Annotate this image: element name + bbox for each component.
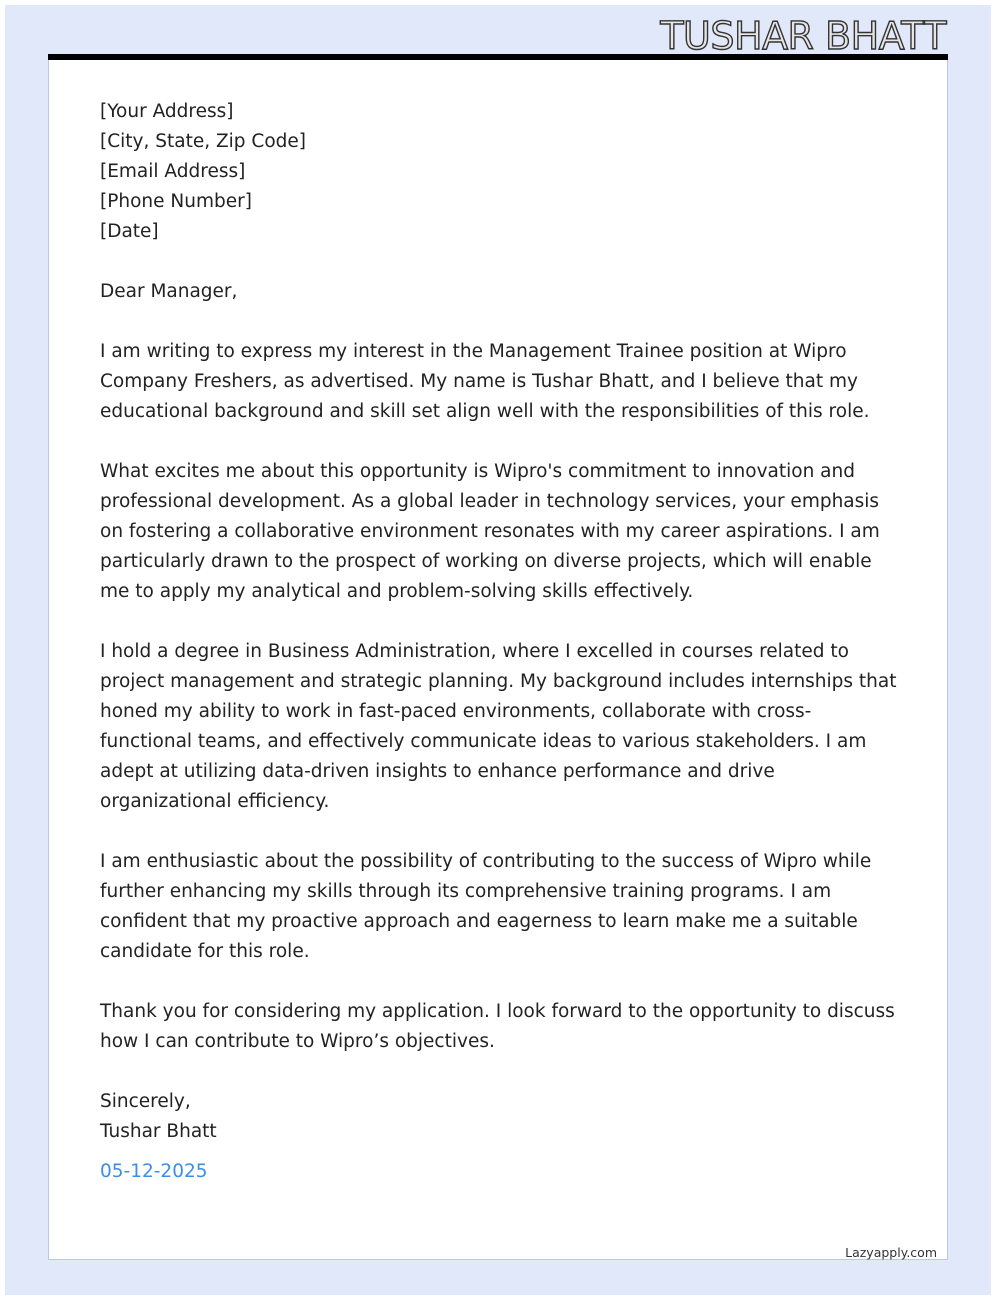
sender-city-state-zip: [City, State, Zip Code] [100, 131, 306, 152]
paragraph-background: I hold a degree in Business Administration, where I excelled in courses related to project management and strategic planning. My background includes internships that honed my ability to work in fast-paced environments, collaborate with cross-functional teams, and effectively communicate ideas to various stakeholders. I am adept at utilizing data-driven insights to enhance performance and drive organizational efficiency. [100, 641, 897, 812]
sender-block [100, 97, 900, 247]
paragraph-thanks: Thank you for considering my application. I look forward to the opportunity to discuss how I can contribute to Wipro’s objectives. [100, 1001, 895, 1052]
sender-date: [Date] [100, 221, 159, 242]
sender-address: [Your Address] [100, 101, 234, 122]
header-name: TUSHAR BHATT [660, 14, 946, 58]
sender-phone: [Phone Number] [100, 191, 252, 212]
paragraph-enthusiasm: I am enthusiastic about the possibility of contributing to the success of Wipro while further enhancing my skills through its comprehensive training programs. I am confident that my proactive approach and eagerness to learn make me a suitable candidate for this role. [100, 851, 872, 962]
sender-email: [Email Address] [100, 161, 246, 182]
footer-brand: Lazyapply.com [845, 1245, 937, 1260]
paragraph-motivation: What excites me about this opportunity is Wipro's commitment to innovation and professional development. As a global leader in technology services, your emphasis on fostering a collaborative environment resonates with my career aspirations. I am particularly drawn to the prospect of working on diverse projects, which will enable me to apply my analytical and problem-solving skills effectively. [100, 461, 880, 602]
salutation: Dear Manager, [100, 281, 238, 302]
signer-name: Tushar Bhatt [100, 1121, 217, 1142]
valediction: Sincerely, [100, 1091, 191, 1112]
letter-body [100, 97, 900, 1187]
paragraph-intro: I am writing to express my interest in the Management Trainee position at Wipro Company Freshers, as advertised. My name is Tushar Bhatt, and I believe that my educational background and skill set align well with the responsibilities of this role. [100, 341, 870, 422]
signature-date: 05-12-2025 [100, 1161, 208, 1182]
